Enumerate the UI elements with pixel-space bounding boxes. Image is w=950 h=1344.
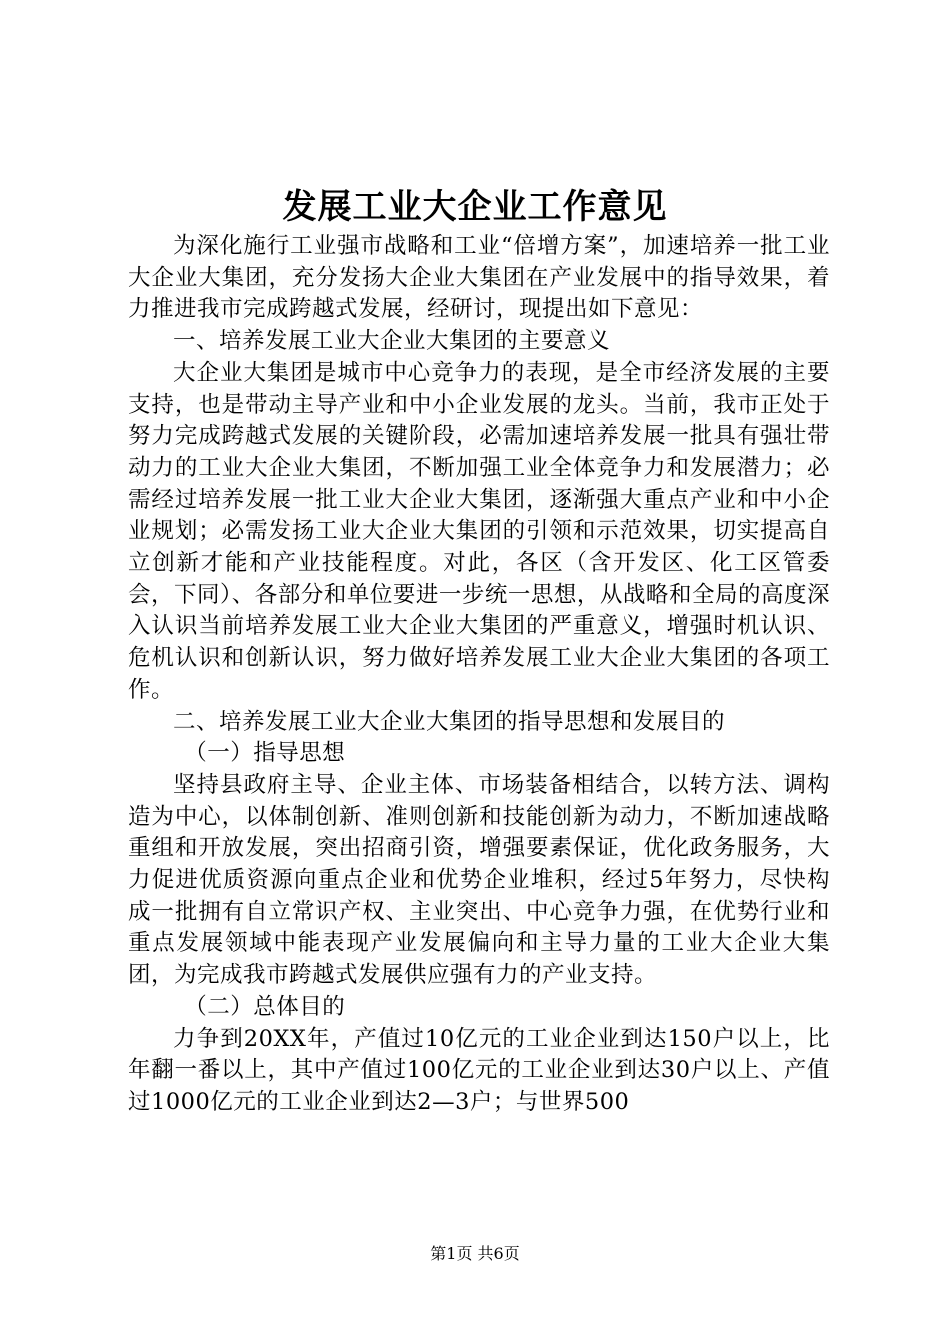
paragraph-guiding-thought: 坚持县政府主导、企业主体、市场装备相结合，以转方法、调构造为中心，以体制创新、准则创新和技能创新为动力，不断加速战略重组和开放发展，突出招商引资，增强要素保证，优化政务服务，大力促进优质资源向重点企业和优势企业堆积，经过5年努力，尽快构成一批拥有自立常识产权、主业突出、中心竞争力强，在优势行业和重点发展领域中能表现产业发展偏向和主导力量的工业大企业大集团，为完成我市跨越式发展供应强有力的产业支持。 (128, 771, 830, 989)
page-number-footer: 第1页 共6页 (430, 1244, 520, 1263)
document-title: 发展工业大企业工作意见 (282, 187, 668, 227)
subsection-heading-overall-goal: （二）总体目的 (184, 993, 346, 1020)
document-body (128, 231, 830, 1119)
paragraph-significance: 大企业大集团是城市中心竞争力的表现，是全市经济发展的主要支持，也是带动主导产业和中小企业发展的龙头。当前，我市正处于努力完成跨越式发展的关键阶段，必需加速培养发展一批具有强壮带动力的工业大企业大集团，不断加强工业全体竞争力和发展潜力；必需经过培养发展一批工业大企业大集团，逐渐强大重点产业和中小企业规划；必需发扬工业大企业大集团的引领和示范效果，切实提高自立创新才能和产业技能程度。对此，各区（含开发区、化工区管委会，下同）、各部分和单位要进一步统一思想，从战略和全局的高度深入认识当前培养发展工业大企业大集团的严重意义，增强时机认识、危机认识和创新认识，努力做好培养发展工业大企业大集团的各项工作。 (128, 359, 830, 703)
paragraph-intro: 为深化施行工业强市战略和工业“倍增方案”，加速培养一批工业大企业大集团，充分发扬大企业大集团在产业发展中的指导效果，着力推进我市完成跨越式发展，经研讨，现提出如下意见： (128, 233, 830, 323)
paragraph-overall-goal: 力争到20XX年，产值过10亿元的工业企业到达150户以上，比年翻一番以上，其中产值过100亿元的工业企业到达30户以上、产值过1000亿元的工业企业到达2—3户；与世界500 (128, 1025, 830, 1115)
section-heading-1: 一、培养发展工业大企业大集团的主要意义 (173, 328, 611, 355)
subsection-heading-guiding-thought: （一）指导思想 (184, 740, 346, 767)
section-heading-2: 二、培养发展工业大企业大集团的指导思想和发展目的 (173, 708, 726, 735)
